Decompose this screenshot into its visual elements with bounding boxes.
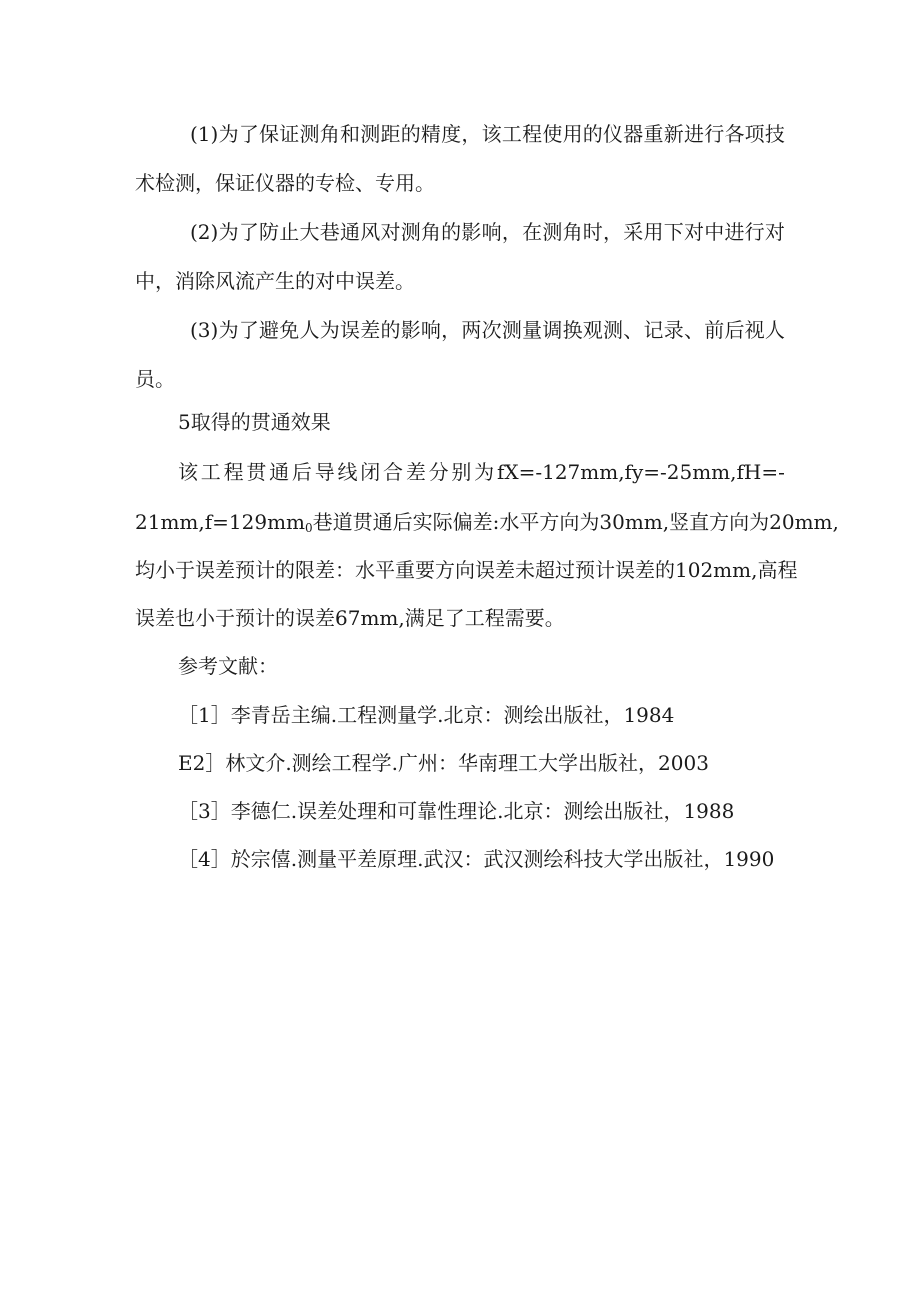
section-heading: 5取得的贯通效果 <box>178 410 331 434</box>
item-3-line-2: 员。 <box>135 367 175 391</box>
item-3-line-1: (3) 为 了 避 免 人 为 误 差 的 影 响 ， 两 次 测 量 调 换 观 测 、 记 录 、 前 后 视 人 <box>190 318 785 342</box>
results-line-4: 误差也小于预计的误差67mm,满足了工程需要。 <box>135 606 565 630</box>
references-heading: 参考文献： <box>178 654 278 678</box>
reference-item: E2］林文介.测绘工程学.广州：华南理工大学出版社，2003 <box>178 751 709 775</box>
reference-item: ［4］於宗僖.测量平差原理.武汉：武汉测绘科技大学出版社，1990 <box>178 847 775 871</box>
item-2-line-2: 中，消除风流产生的对中误差。 <box>135 269 415 293</box>
results-line-2-part-b: 巷道贯通后实际偏差:水平方向为30mm,竖直方向为20mm, <box>312 510 839 534</box>
item-2-line-1: (2) 为 了 防 止 大 巷 通 风 对 测 角 的 影 响 ， 在 测 角 时 ， 采 用 下 对 中 进 行 对 <box>190 220 785 244</box>
results-line-1: 该 工 程 贯 通 后 导 线 闭 合 差 分 别 为 fX=-127mm,fy=-25mm,fH=- <box>178 460 785 484</box>
reference-item: ［1］李青岳主编.工程测量学.北京：测绘出版社，1984 <box>178 703 675 727</box>
item-1-line-2: 术检测，保证仪器的专检、专用。 <box>135 171 435 195</box>
reference-item: ［3］李德仁.误差处理和可靠性理论.北京：测绘出版社，1988 <box>178 799 735 823</box>
results-line-3: 均 小 于 误 差 预 计 的 限 差 ： 水 平 重 要 方 向 误 差 未 超 过 预 计 误 差 的 102mm, 高 程 <box>135 558 798 582</box>
results-line-2-part-a: $21mm,f=129mm_0$ <box>135 510 313 535</box>
results-line-2 <box>135 508 839 536</box>
item-1-line-1: (1) 为 了 保 证 测 角 和 测 距 的 精 度 ， 该 工 程 使 用 的 仪 器 重 新 进 行 各 项 技 <box>190 122 785 146</box>
